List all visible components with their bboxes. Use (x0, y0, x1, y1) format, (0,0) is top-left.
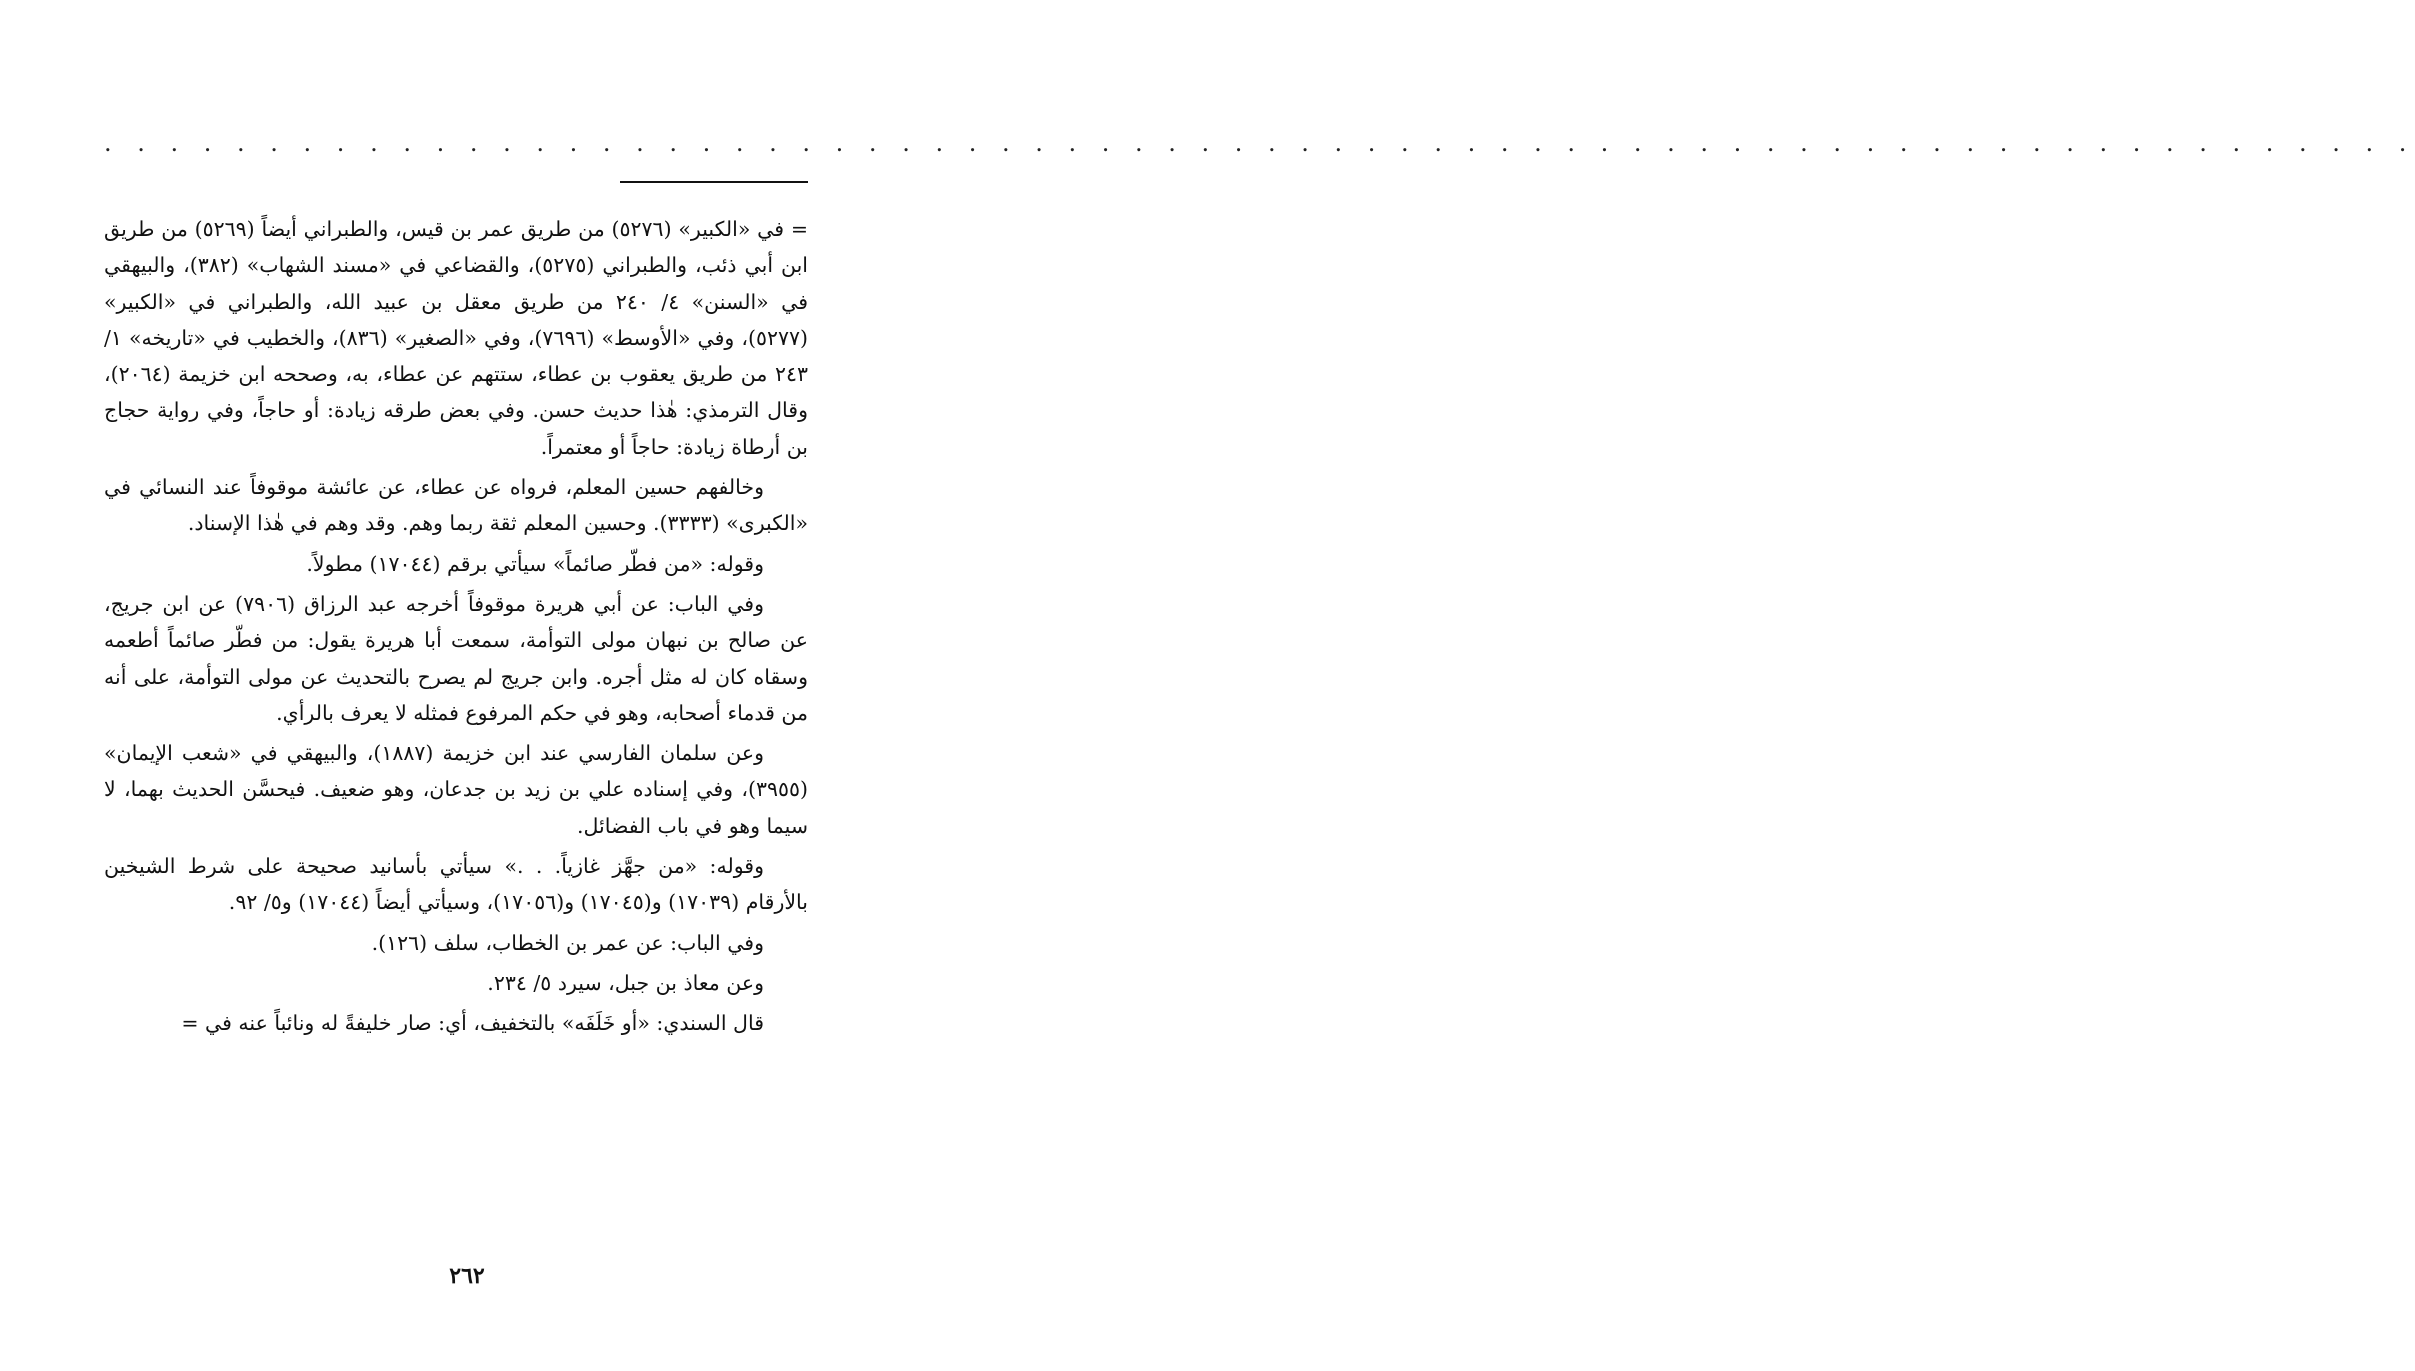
paragraph: = في «الكبير» (٥٢٧٦) من طريق عمر بن قيس، والطبراني أيضاً (٥٢٦٩) من طريق ابن أبي ذئب، والطبراني (٥٢٧٥)، والقضاعي في «مسند الشهاب» (٣٨٢)، والبيهقي في «السنن» ٤/ ٢٤٠ من طريق معقل بن عبيد الله، والطبراني في «الكبير» (٥٢٧٧)، وفي «الأوسط» (٧٦٩٦)، وفي «الصغير» (٨٣٦)، والخطيب في «تاريخه» ١/ ٢٤٣ من طريق يعقوب بن عطاء، ستتهم عن عطاء، به، وصححه ابن خزيمة (٢٠٦٤)، وقال الترمذي: هٰذا حديث حسن. وفي بعض طرقه زيادة: أو حاجاً، وفي رواية حجاج بن أرطاة زيادة: حاجاً أو معتمراً. (104, 217, 809, 459)
paragraph: وخالفهم حسين المعلم، فرواه عن عطاء، عن عائشة موقوفاً عند النسائي في «الكبرى» (٣٣٣٣). وحسين المعلم ثقة ربما وهم. وقد وهم في هٰذا الإسناد. (104, 475, 808, 536)
paragraph: وفي الباب: عن عمر بن الخطاب، سلف (١٢٦). (371, 930, 764, 955)
separator-dots: . . . . . . . . . . . . . . . . . . . . . . . . . . . . . . . . . . . . . . . . . . . . . . . . . . . . . . . . . . . . . . . . . . . . . . (104, 129, 2415, 157)
paragraph: وفي الباب: عن أبي هريرة موقوفاً أخرجه عبد الرزاق (٧٩٠٦) عن ابن جريج، عن صالح بن نبهان مولى التوأمة، سمعت أبا هريرة يقول: من فطّر صائماً أطعمه وسقاه كان له مثل أجره. وابن جريج لم يصرح بالتحديث عن مولى التوأمة، على أنه من قدماء أصحابه، وهو في حكم المرفوع فمثله لا يعرف بالرأي. (104, 591, 808, 725)
paragraph: وقوله: «من جهَّز غازياً. . .» سيأتي بأسانيد صحيحة على شرط الشيخين بالأرقام (١٧٠٣٩) و(١٧٠٤٥) و(١٧٠٥٦)، وسيأتي أيضاً (١٧٠٤٤) و٥/ ٩٢. (104, 854, 808, 915)
paragraph: وعن معاذ بن جبل، سيرد ٥/ ٢٣٤. (487, 970, 764, 995)
page-number: ٢٦٢ (449, 1263, 485, 1289)
footnote-rule (620, 181, 808, 183)
paragraph: وعن سلمان الفارسي عند ابن خزيمة (١٨٨٧)، والبيهقي في «شعب الإيمان» (٣٩٥٥)، وفي إسناده علي بن زيد بن جدعان، وهو ضعيف. فيحسَّن الحديث بهما، لا سيما وهو في باب الفضائل. (104, 741, 808, 838)
paragraph: قال السندي: «أو خَلَفَه» بالتخفيف، أي: صار خليفةً له ونائباً عنه في = (181, 1011, 764, 1036)
paragraph: وقوله: «من فطّر صائماً» سيأتي برقم (١٧٠٤٤) مطولاً. (306, 551, 764, 576)
footnote-text (104, 211, 808, 1042)
